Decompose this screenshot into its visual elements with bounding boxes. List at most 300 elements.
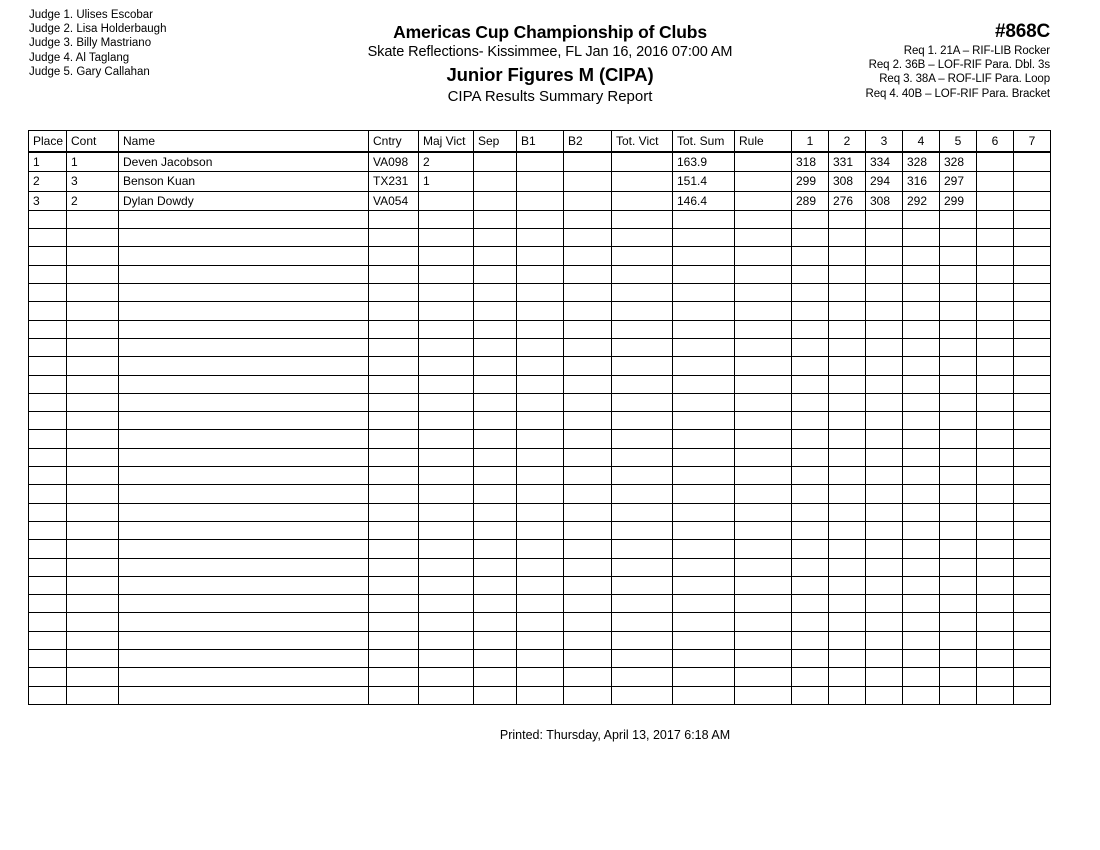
cell-judge-5: 299	[940, 191, 977, 210]
cell-b2	[564, 265, 612, 283]
cell-judge-4	[903, 467, 940, 485]
cell-judge-6	[977, 668, 1014, 686]
cell-rule	[735, 686, 792, 704]
cell-judge-1	[792, 540, 829, 558]
cell-b2	[564, 613, 612, 631]
cell-b1	[517, 650, 564, 668]
cell-tot-vict	[612, 467, 673, 485]
cell-judge-2	[829, 650, 866, 668]
cell-judge-2	[829, 229, 866, 247]
cell-maj-vict	[419, 650, 474, 668]
cell-judge-5	[940, 576, 977, 594]
event-number: #868C	[995, 21, 1050, 42]
cell-cntry	[369, 686, 419, 704]
cell-tot-vict	[612, 558, 673, 576]
cell-rule	[735, 302, 792, 320]
cell-judge-5	[940, 686, 977, 704]
cell-tot-vict	[612, 540, 673, 558]
column-header-rule: Rule	[735, 131, 792, 153]
cell-judge-6	[977, 338, 1014, 356]
cell-maj-vict	[419, 210, 474, 228]
cell-judge-4	[903, 265, 940, 283]
cell-judge-1	[792, 210, 829, 228]
cell-sep	[474, 320, 517, 338]
cell-judge-7	[1014, 631, 1051, 649]
cell-cont	[67, 686, 119, 704]
cell-tot-sum	[673, 375, 735, 393]
cell-judge-3	[866, 302, 903, 320]
cell-b1	[517, 412, 564, 430]
cell-b2	[564, 485, 612, 503]
cell-judge-7	[1014, 613, 1051, 631]
table-row-empty[interactable]	[29, 393, 1051, 411]
cell-name	[119, 393, 369, 411]
cell-judge-2	[829, 265, 866, 283]
cell-judge-3	[866, 503, 903, 521]
cell-tot-vict	[612, 229, 673, 247]
cell-sep	[474, 152, 517, 172]
cell-sep	[474, 284, 517, 302]
cell-sep	[474, 229, 517, 247]
cell-cont	[67, 521, 119, 539]
cell-judge-2	[829, 338, 866, 356]
table-row-empty[interactable]	[29, 357, 1051, 375]
cell-cntry	[369, 485, 419, 503]
cell-tot-vict	[612, 503, 673, 521]
cell-judge-3	[866, 357, 903, 375]
cell-maj-vict	[419, 595, 474, 613]
cell-b2	[564, 357, 612, 375]
cell-rule	[735, 247, 792, 265]
table-row-empty[interactable]	[29, 467, 1051, 485]
cell-maj-vict	[419, 558, 474, 576]
cell-name	[119, 668, 369, 686]
column-header-maj-vict: Maj Vict	[419, 131, 474, 153]
cell-tot-sum	[673, 357, 735, 375]
table-row[interactable]	[29, 191, 1051, 210]
cell-tot-sum	[673, 503, 735, 521]
cell-maj-vict	[419, 540, 474, 558]
table-row-empty[interactable]	[29, 375, 1051, 393]
cell-cont	[67, 412, 119, 430]
cell-judge-6	[977, 191, 1014, 210]
cell-judge-5	[940, 284, 977, 302]
cell-judge-5	[940, 412, 977, 430]
cell-judge-6	[977, 247, 1014, 265]
cell-name	[119, 265, 369, 283]
cell-judge-2	[829, 412, 866, 430]
cell-place	[29, 631, 67, 649]
cell-tot-sum: 146.4	[673, 191, 735, 210]
cell-place	[29, 540, 67, 558]
cell-sep	[474, 302, 517, 320]
cell-b2	[564, 540, 612, 558]
cell-name	[119, 302, 369, 320]
table-row-empty[interactable]	[29, 503, 1051, 521]
cell-maj-vict	[419, 265, 474, 283]
cell-sep	[474, 393, 517, 411]
cell-judge-4	[903, 686, 940, 704]
column-header-judge-4: 4	[903, 131, 940, 153]
table-row[interactable]	[29, 152, 1051, 172]
cell-judge-5	[940, 558, 977, 576]
cell-sep	[474, 375, 517, 393]
cell-cntry	[369, 265, 419, 283]
report-header	[0, 0, 1100, 120]
judge-list-item: Judge 4. Al Taglang	[29, 51, 130, 64]
cell-b1	[517, 430, 564, 448]
cell-judge-5	[940, 650, 977, 668]
cell-sep	[474, 430, 517, 448]
cell-b1	[517, 229, 564, 247]
cell-b1	[517, 357, 564, 375]
cell-judge-4	[903, 229, 940, 247]
table-row-empty[interactable]	[29, 668, 1051, 686]
cell-maj-vict	[419, 430, 474, 448]
cell-judge-5	[940, 668, 977, 686]
cell-name	[119, 485, 369, 503]
cell-judge-6	[977, 485, 1014, 503]
cell-judge-6	[977, 686, 1014, 704]
cell-judge-4	[903, 650, 940, 668]
cell-judge-5	[940, 540, 977, 558]
cell-name	[119, 558, 369, 576]
cell-b1	[517, 393, 564, 411]
cell-tot-sum	[673, 576, 735, 594]
requirement-item: Req 1. 21A – RIF-LIB Rocker	[903, 45, 1050, 57]
column-header-judge-3: 3	[866, 131, 903, 153]
cell-sep	[474, 412, 517, 430]
table-row-empty[interactable]	[29, 284, 1051, 302]
table-row-empty[interactable]	[29, 247, 1051, 265]
column-header-cntry: Cntry	[369, 131, 419, 153]
table-row-empty[interactable]	[29, 631, 1051, 649]
cell-cont	[67, 485, 119, 503]
cell-cntry	[369, 393, 419, 411]
cell-judge-6	[977, 467, 1014, 485]
table-row-empty[interactable]	[29, 229, 1051, 247]
cell-maj-vict	[419, 521, 474, 539]
cell-cont	[67, 448, 119, 466]
cell-cntry	[369, 320, 419, 338]
cell-judge-4	[903, 521, 940, 539]
column-header-sep: Sep	[474, 131, 517, 153]
cell-judge-3	[866, 265, 903, 283]
cell-sep	[474, 467, 517, 485]
cell-cntry	[369, 503, 419, 521]
cell-tot-sum	[673, 284, 735, 302]
table-row-empty[interactable]	[29, 540, 1051, 558]
cell-tot-sum	[673, 686, 735, 704]
cell-judge-2	[829, 558, 866, 576]
cell-judge-7	[1014, 686, 1051, 704]
cell-tot-sum: 151.4	[673, 172, 735, 191]
cell-judge-7	[1014, 302, 1051, 320]
cell-maj-vict	[419, 375, 474, 393]
cell-judge-4	[903, 393, 940, 411]
cell-cont	[67, 631, 119, 649]
table-row-empty[interactable]	[29, 613, 1051, 631]
cell-judge-3	[866, 631, 903, 649]
table-row-empty[interactable]	[29, 650, 1051, 668]
cell-place	[29, 247, 67, 265]
cell-place	[29, 650, 67, 668]
table-row-empty[interactable]	[29, 521, 1051, 539]
cell-judge-6	[977, 357, 1014, 375]
cell-rule	[735, 503, 792, 521]
cell-cont	[67, 302, 119, 320]
cell-judge-6	[977, 540, 1014, 558]
cell-b1	[517, 521, 564, 539]
requirement-item: Req 3. 38A – ROF-LIF Para. Loop	[879, 73, 1050, 86]
cell-b1	[517, 576, 564, 594]
table-row[interactable]	[29, 172, 1051, 191]
cell-name: Dylan Dowdy	[119, 191, 369, 210]
cell-judge-3: 294	[866, 172, 903, 191]
cell-maj-vict	[419, 412, 474, 430]
cell-judge-6	[977, 284, 1014, 302]
cell-place	[29, 412, 67, 430]
cell-cntry	[369, 412, 419, 430]
cell-place	[29, 595, 67, 613]
cell-rule	[735, 613, 792, 631]
cell-rule	[735, 668, 792, 686]
cell-cntry	[369, 430, 419, 448]
cell-judge-2	[829, 210, 866, 228]
table-row-empty[interactable]	[29, 338, 1051, 356]
cell-judge-6	[977, 576, 1014, 594]
cell-cont	[67, 338, 119, 356]
cell-judge-3	[866, 338, 903, 356]
cell-tot-sum	[673, 613, 735, 631]
cell-maj-vict	[419, 485, 474, 503]
cell-cntry	[369, 521, 419, 539]
cell-judge-6	[977, 631, 1014, 649]
cell-judge-4	[903, 412, 940, 430]
cell-rule	[735, 595, 792, 613]
cell-judge-1	[792, 375, 829, 393]
cell-b1	[517, 284, 564, 302]
cell-tot-vict	[612, 686, 673, 704]
cell-b2	[564, 338, 612, 356]
cell-judge-7	[1014, 247, 1051, 265]
cell-cont	[67, 595, 119, 613]
cell-tot-sum	[673, 558, 735, 576]
cell-judge-1	[792, 613, 829, 631]
cell-cntry	[369, 448, 419, 466]
cell-judge-5: 328	[940, 152, 977, 172]
cell-tot-sum	[673, 302, 735, 320]
cell-sep	[474, 172, 517, 191]
cell-name	[119, 686, 369, 704]
cell-name	[119, 467, 369, 485]
column-header-judge-1: 1	[792, 131, 829, 153]
cell-judge-3	[866, 558, 903, 576]
cell-cntry: TX231	[369, 172, 419, 191]
cell-tot-sum	[673, 338, 735, 356]
cell-judge-1	[792, 412, 829, 430]
cell-maj-vict: 1	[419, 172, 474, 191]
cell-judge-1	[792, 485, 829, 503]
column-header-tot-vict: Tot. Vict	[612, 131, 673, 153]
cell-judge-1	[792, 521, 829, 539]
cell-cont: 3	[67, 172, 119, 191]
cell-b2	[564, 558, 612, 576]
cell-rule	[735, 576, 792, 594]
table-row-empty[interactable]	[29, 302, 1051, 320]
cell-judge-1	[792, 265, 829, 283]
cell-judge-4	[903, 595, 940, 613]
cell-place	[29, 668, 67, 686]
cell-maj-vict	[419, 284, 474, 302]
cell-tot-vict	[612, 631, 673, 649]
cell-name	[119, 210, 369, 228]
cell-b2	[564, 191, 612, 210]
table-row-empty[interactable]	[29, 595, 1051, 613]
cell-b1	[517, 375, 564, 393]
column-header-b2: B2	[564, 131, 612, 153]
cell-judge-6	[977, 412, 1014, 430]
cell-b2	[564, 375, 612, 393]
cell-judge-2	[829, 576, 866, 594]
cell-judge-5	[940, 265, 977, 283]
cell-judge-3	[866, 540, 903, 558]
table-row-empty[interactable]	[29, 485, 1051, 503]
cell-maj-vict: 2	[419, 152, 474, 172]
column-header-judge-5: 5	[940, 131, 977, 153]
cell-sep	[474, 650, 517, 668]
cell-judge-3	[866, 284, 903, 302]
cell-judge-4	[903, 668, 940, 686]
cell-judge-7	[1014, 558, 1051, 576]
cell-judge-7	[1014, 191, 1051, 210]
cell-tot-sum	[673, 320, 735, 338]
cell-judge-5	[940, 485, 977, 503]
cell-b1	[517, 558, 564, 576]
judge-list-item: Judge 3. Billy Mastriano	[29, 37, 152, 50]
cell-place	[29, 558, 67, 576]
cell-judge-2	[829, 686, 866, 704]
column-header-place: Place	[29, 131, 67, 153]
cell-tot-sum	[673, 668, 735, 686]
cell-judge-5	[940, 521, 977, 539]
cell-tot-vict	[612, 210, 673, 228]
table-row-empty[interactable]	[29, 265, 1051, 283]
cell-judge-2	[829, 668, 866, 686]
cell-judge-2: 308	[829, 172, 866, 191]
cell-cntry	[369, 375, 419, 393]
cell-rule	[735, 558, 792, 576]
cell-place	[29, 357, 67, 375]
table-row-empty[interactable]	[29, 430, 1051, 448]
cell-tot-vict	[612, 448, 673, 466]
cell-tot-sum	[673, 650, 735, 668]
cell-judge-5	[940, 595, 977, 613]
cell-judge-7	[1014, 172, 1051, 191]
cell-judge-3	[866, 412, 903, 430]
cell-judge-3: 334	[866, 152, 903, 172]
cell-place	[29, 503, 67, 521]
cell-tot-vict	[612, 393, 673, 411]
cell-sep	[474, 668, 517, 686]
cell-rule	[735, 265, 792, 283]
cell-judge-6	[977, 393, 1014, 411]
cell-maj-vict	[419, 576, 474, 594]
table-row-empty[interactable]	[29, 210, 1051, 228]
table-row-empty[interactable]	[29, 686, 1051, 704]
cell-b2	[564, 430, 612, 448]
cell-judge-7	[1014, 595, 1051, 613]
cell-cntry	[369, 650, 419, 668]
cell-b2	[564, 152, 612, 172]
cell-b2	[564, 503, 612, 521]
cell-judge-2	[829, 284, 866, 302]
cell-name	[119, 503, 369, 521]
cell-cntry	[369, 595, 419, 613]
cell-judge-7	[1014, 320, 1051, 338]
cell-judge-6	[977, 172, 1014, 191]
cell-judge-2	[829, 393, 866, 411]
table-row-empty[interactable]	[29, 320, 1051, 338]
column-header-tot-sum: Tot. Sum	[673, 131, 735, 153]
cell-b2	[564, 448, 612, 466]
cell-judge-3	[866, 576, 903, 594]
cell-tot-sum	[673, 448, 735, 466]
cell-tot-sum: 163.9	[673, 152, 735, 172]
table-row-empty[interactable]	[29, 576, 1051, 594]
cell-cont	[67, 284, 119, 302]
cell-cntry	[369, 631, 419, 649]
cell-b1	[517, 302, 564, 320]
table-row-empty[interactable]	[29, 412, 1051, 430]
cell-judge-4: 292	[903, 191, 940, 210]
cell-judge-6	[977, 210, 1014, 228]
cell-judge-7	[1014, 393, 1051, 411]
cell-judge-4	[903, 448, 940, 466]
cell-judge-4	[903, 320, 940, 338]
cell-cntry	[369, 247, 419, 265]
cell-cntry: VA098	[369, 152, 419, 172]
cell-b1	[517, 595, 564, 613]
cell-judge-6	[977, 152, 1014, 172]
cell-b2	[564, 650, 612, 668]
report-subtitle: CIPA Results Summary Report	[447, 88, 653, 105]
cell-judge-4	[903, 485, 940, 503]
cell-b1	[517, 668, 564, 686]
cell-b1	[517, 210, 564, 228]
cell-rule	[735, 412, 792, 430]
cell-judge-2	[829, 631, 866, 649]
table-row-empty[interactable]	[29, 448, 1051, 466]
cell-name	[119, 357, 369, 375]
cell-judge-1: 318	[792, 152, 829, 172]
cell-judge-6	[977, 521, 1014, 539]
cell-maj-vict	[419, 613, 474, 631]
cell-judge-2	[829, 540, 866, 558]
cell-judge-4: 328	[903, 152, 940, 172]
cell-cntry	[369, 558, 419, 576]
cell-sep	[474, 503, 517, 521]
cell-b2	[564, 412, 612, 430]
cell-sep	[474, 338, 517, 356]
cell-judge-3	[866, 375, 903, 393]
cell-sep	[474, 540, 517, 558]
cell-judge-5	[940, 467, 977, 485]
cell-judge-2	[829, 320, 866, 338]
cell-judge-3: 308	[866, 191, 903, 210]
table-row-empty[interactable]	[29, 558, 1051, 576]
cell-b2	[564, 668, 612, 686]
